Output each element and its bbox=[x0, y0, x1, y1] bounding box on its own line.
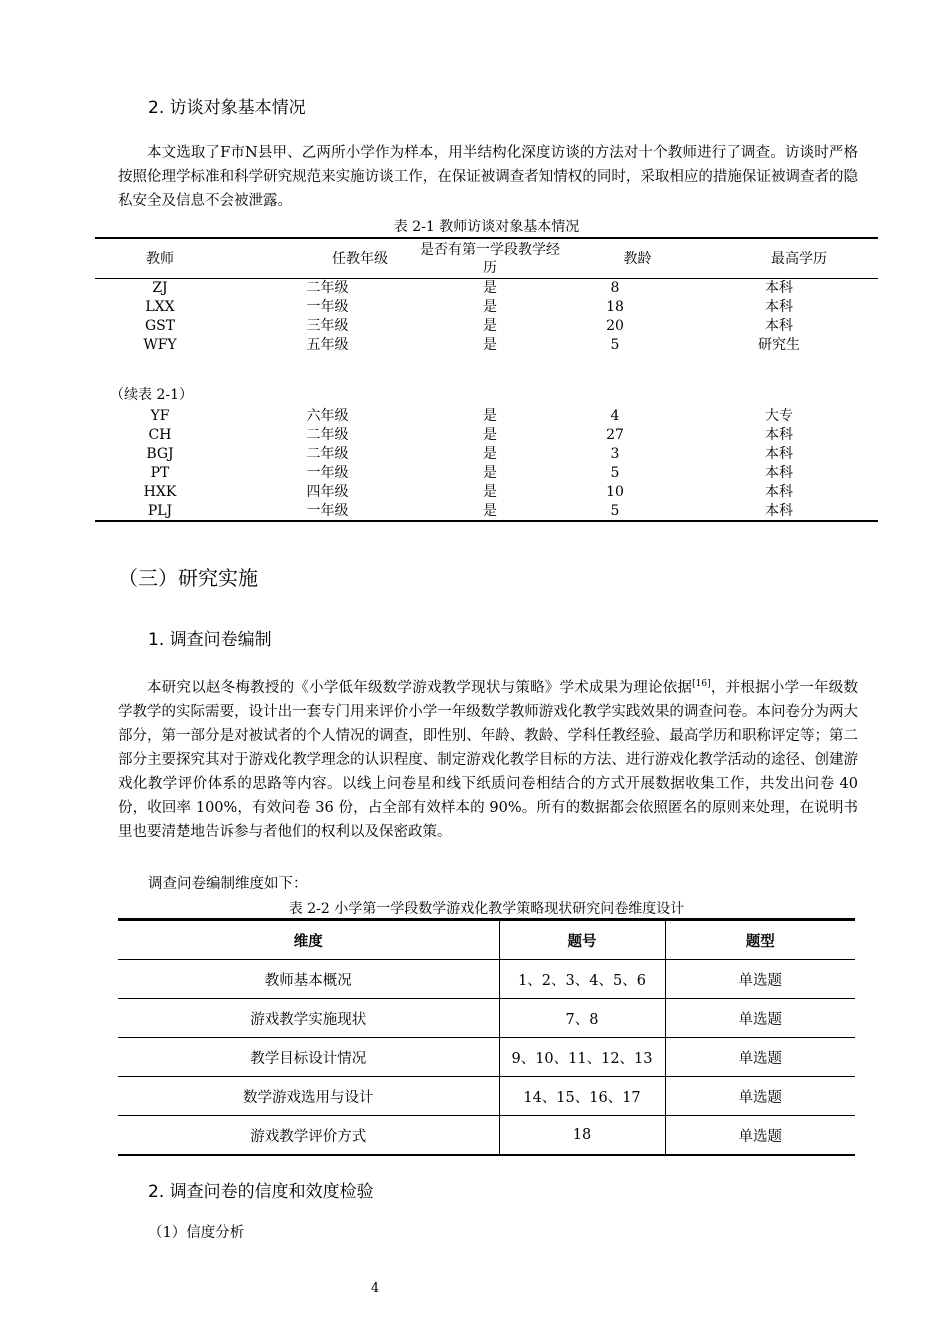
table2 bbox=[118, 921, 855, 1156]
cell: YF bbox=[150, 408, 170, 424]
cell: 数学游戏选用与设计 bbox=[118, 1077, 499, 1116]
table1-body-b bbox=[95, 407, 878, 521]
cell: 单选题 bbox=[665, 1077, 855, 1116]
cell: 是 bbox=[483, 299, 497, 315]
page-number: 4 bbox=[370, 1281, 380, 1296]
impl-heading: （三）研究实施 bbox=[118, 566, 258, 590]
dimensions-intro: 调查问卷编制维度如下： bbox=[148, 876, 308, 892]
table1-header-cell: 最高学历 bbox=[771, 251, 827, 267]
table-row bbox=[95, 464, 878, 483]
cell: 20 bbox=[606, 318, 624, 334]
cell: 18 bbox=[499, 1116, 665, 1156]
cell: 一年级 bbox=[306, 503, 349, 519]
cell: 单选题 bbox=[665, 999, 855, 1038]
cell: 4 bbox=[610, 408, 620, 424]
cell: 三年级 bbox=[306, 318, 349, 334]
cell: 五年级 bbox=[306, 337, 349, 353]
table-row bbox=[95, 502, 878, 521]
table1-continued-label: （续表 2-1） bbox=[110, 387, 193, 403]
cell: 二年级 bbox=[306, 446, 349, 462]
paragraph-text: 本研究以赵冬梅教授的《小学低年级数学游戏教学现状与策略》学术成果为理论依据 bbox=[147, 679, 693, 696]
table1-header-cell: 教师 bbox=[146, 251, 174, 267]
cell: 游戏教学评价方式 bbox=[118, 1116, 499, 1156]
cell: 10 bbox=[606, 484, 624, 500]
cell: 5 bbox=[610, 337, 620, 353]
paragraph-text: ，并根据小学一年级数学教学的实际需要，设计出一套专门用来评价小学一年级数学教师游戏化教学实践效果的调查问卷。本问卷分为两大部分，第一部分是对被试者的个人情况的调查，即性别、年龄、教龄、学科任教经验、最高学历和职称评定等；第二部分主要探究其对于游戏化教学理念的认识程度、制定游戏化教学目标的方法、进行游戏化教学活动的途径、创建游戏化教学评价体系的思路等内容。以线上问卷星和线下纸质问卷相结合的方式开展数据收集工作，共发出问卷 40 份，收回率 100%，有效问卷 36 份，占全部有效样本的 90%。所有的数据都会依照匿名的原则来处理，在说明书里也要清楚地告诉参与者他们的权利以及保密政策。 bbox=[118, 679, 858, 840]
cell: 游戏教学实施现状 bbox=[118, 999, 499, 1038]
cell: 本科 bbox=[765, 427, 793, 443]
cell: 单选题 bbox=[665, 1116, 855, 1156]
cell: 本科 bbox=[765, 465, 793, 481]
table2-header-cell: 题型 bbox=[665, 921, 855, 960]
interview-heading: 2. 访谈对象基本情况 bbox=[148, 98, 306, 118]
cell: 9、10、11、12、13 bbox=[499, 1038, 665, 1077]
cell: BGJ bbox=[146, 446, 174, 462]
cell: 大专 bbox=[765, 408, 793, 424]
cell: 本科 bbox=[765, 299, 793, 315]
cell: HXK bbox=[143, 484, 177, 500]
cell: 教学目标设计情况 bbox=[118, 1038, 499, 1077]
table-row bbox=[118, 1038, 855, 1077]
questionnaire-heading: 1. 调查问卷编制 bbox=[148, 630, 272, 650]
cell: 本科 bbox=[765, 484, 793, 500]
table1-caption: 表 2-1 教师访谈对象基本情况 bbox=[393, 219, 580, 235]
table1-body-a bbox=[95, 279, 878, 355]
cell: 是 bbox=[483, 503, 497, 519]
cell: 5 bbox=[610, 503, 620, 519]
cell: 5 bbox=[610, 465, 620, 481]
cell: 二年级 bbox=[306, 280, 349, 296]
cell: 3 bbox=[610, 446, 620, 462]
table-row bbox=[118, 999, 855, 1038]
cell: GST bbox=[144, 318, 176, 334]
cell: 是 bbox=[483, 337, 497, 353]
cell: 本科 bbox=[765, 446, 793, 462]
cell: 四年级 bbox=[306, 484, 349, 500]
cell: WFY bbox=[143, 337, 177, 353]
table-row bbox=[95, 279, 878, 298]
cell: 是 bbox=[483, 427, 497, 443]
table1-top-rule bbox=[95, 237, 878, 239]
cell: 是 bbox=[483, 465, 497, 481]
cell: 本科 bbox=[765, 503, 793, 519]
table1-header-cell: 是否有第一学段教学经历 bbox=[420, 242, 560, 276]
cell: PLJ bbox=[147, 503, 173, 519]
table1-header-cell: 教龄 bbox=[623, 251, 652, 267]
table-row bbox=[95, 407, 878, 426]
table-row bbox=[118, 1116, 855, 1156]
cell: 本科 bbox=[765, 280, 793, 296]
table-row bbox=[118, 921, 855, 960]
cell: 是 bbox=[483, 484, 497, 500]
interview-paragraph: 本文选取了F市N县甲、乙两所小学作为样本，用半结构化深度访谈的方法对十个教师进行了调查。访谈时严格按照伦理学标准和科学研究规范来实施访谈工作，在保证被调查者知情权的同时，采取相应的措施保证被调查者的隐私安全及信息不会被泄露。 bbox=[118, 145, 858, 209]
cell: PT bbox=[150, 465, 170, 481]
cell: CH bbox=[148, 427, 172, 443]
table2-header-cell: 题号 bbox=[499, 921, 665, 960]
cell: 教师基本概况 bbox=[118, 960, 499, 999]
cell: 18 bbox=[606, 299, 624, 315]
cell: 六年级 bbox=[306, 408, 349, 424]
citation-ref[interactable]: [16] bbox=[692, 679, 711, 689]
table2-header-cell: 维度 bbox=[118, 921, 499, 960]
table-row bbox=[95, 426, 878, 445]
table2-caption: 表 2-2 小学第一学段数学游戏化教学策略现状研究问卷维度设计 bbox=[288, 901, 685, 917]
cell: 一年级 bbox=[306, 465, 349, 481]
table-row bbox=[118, 960, 855, 999]
cell: 8 bbox=[610, 280, 620, 296]
table-row bbox=[118, 1077, 855, 1116]
reliability-item: （1）信度分析 bbox=[148, 1225, 245, 1241]
cell: 是 bbox=[483, 408, 497, 424]
cell: 单选题 bbox=[665, 1038, 855, 1077]
cell: 是 bbox=[483, 446, 497, 462]
cell: 7、8 bbox=[499, 999, 665, 1038]
cell: 14、15、16、17 bbox=[499, 1077, 665, 1116]
cell: 二年级 bbox=[306, 427, 349, 443]
cell: 一年级 bbox=[306, 299, 349, 315]
table-row bbox=[95, 483, 878, 502]
cell: 研究生 bbox=[758, 337, 800, 353]
reliability-heading: 2. 调查问卷的信度和效度检验 bbox=[148, 1182, 374, 1202]
table1-bottom-rule bbox=[95, 520, 878, 522]
table-row bbox=[95, 336, 878, 355]
cell: 1、2、3、4、5、6 bbox=[499, 960, 665, 999]
cell: LXX bbox=[145, 299, 175, 315]
cell: 27 bbox=[606, 427, 624, 443]
table-row bbox=[95, 298, 878, 317]
table1-header-cell: 任教年级 bbox=[332, 251, 388, 267]
table-row bbox=[95, 445, 878, 464]
cell: 是 bbox=[483, 318, 497, 334]
cell: ZJ bbox=[152, 280, 168, 296]
cell: 本科 bbox=[765, 318, 793, 334]
table-row bbox=[95, 317, 878, 336]
questionnaire-paragraph bbox=[118, 672, 858, 844]
cell: 是 bbox=[483, 280, 497, 296]
cell: 单选题 bbox=[665, 960, 855, 999]
